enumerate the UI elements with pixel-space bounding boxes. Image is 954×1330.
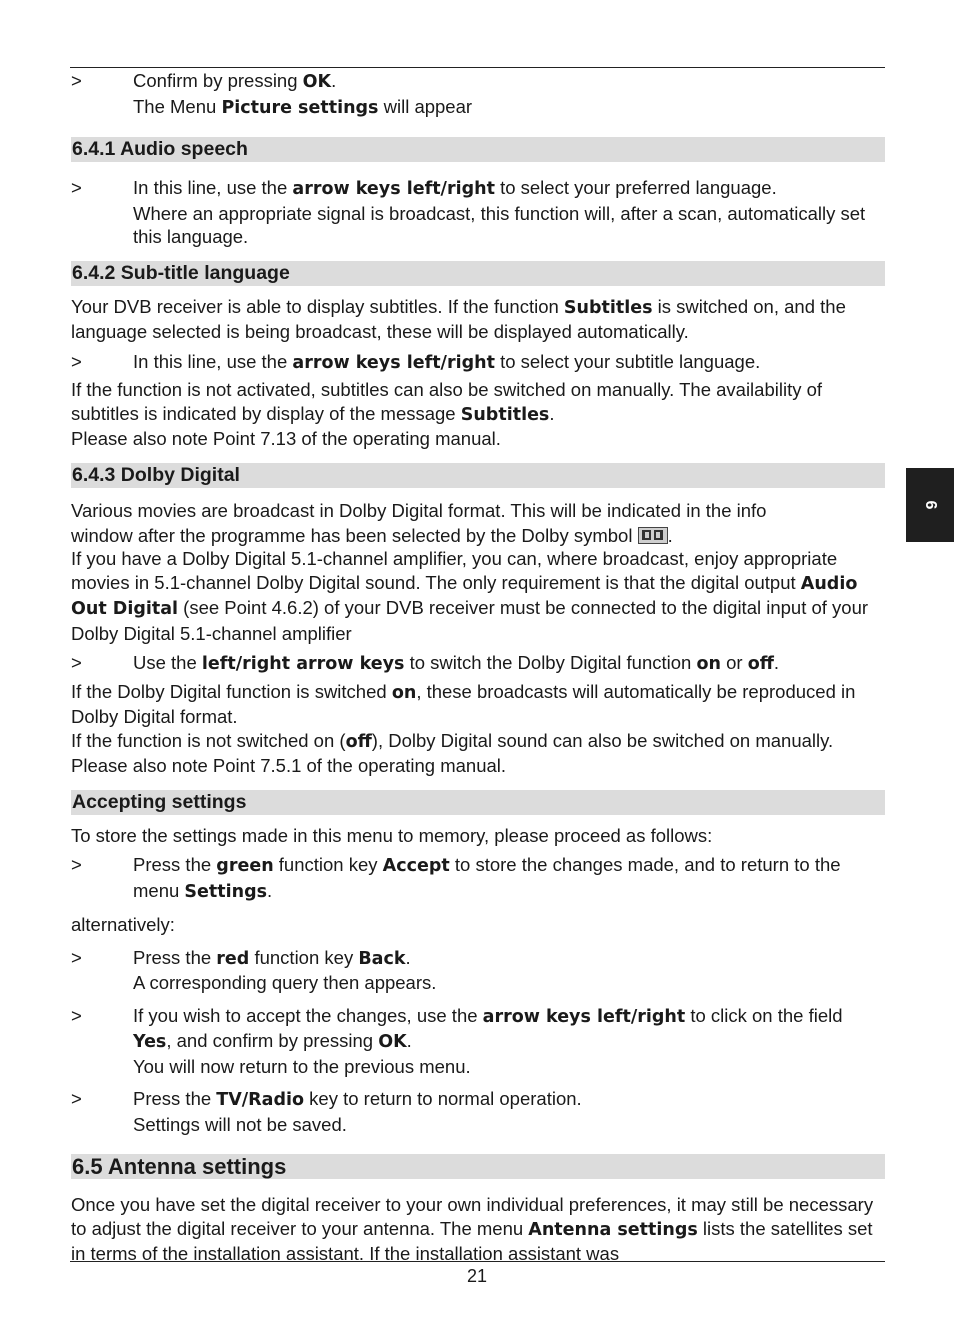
bullet-marker: >	[71, 70, 82, 91]
paragraph-subtitles-intro: Your DVB receiver is able to display subtitles. If the function Subtitles is switched on, and the language selected is being broadcast, these will be displayed automatically.	[71, 295, 846, 342]
section-heading-antenna-settings: 6.5 Antenna settings	[71, 1154, 885, 1179]
bullet-dolby-switch: > Use the left/right arrow keys to switch the Dolby Digital function on or off.	[71, 651, 885, 677]
bullet-confirm: > Confirm by pressing OK. The Menu Picture settings will appear	[71, 69, 885, 120]
section-heading-dolby-digital: 6.4.3 Dolby Digital	[71, 463, 885, 488]
bullet-accept-yes: > If you wish to accept the changes, use the arrow keys left/right to click on the field Yes, and confirm by pressing OK. You will now return to the previous menu.	[71, 1004, 843, 1077]
dolby-symbol-icon	[638, 527, 668, 544]
paragraph-antenna-intro: Once you have set the digital receiver to your own individual preferences, it may still be necessary to adjust the digital receiver to your antenna. The menu Antenna settings lists the satellites set in terms of the installation assistant. If the installation assistant was	[71, 1194, 874, 1264]
bullet-audio-language: > In this line, use the arrow keys left/right to select your preferred language. Where an appropriate signal is broadcast, this function will, after a scan, automatically set this language.	[71, 177, 866, 247]
section-heading-subtitle-language: 6.4.2 Sub-title language	[71, 261, 885, 286]
page-number: 21	[466, 1266, 488, 1286]
bullet-subtitle-language: > In this line, use the arrow keys left/right to select your subtitle language.	[71, 350, 885, 376]
bullet-marker: >	[71, 1088, 82, 1109]
paragraph-dolby-on-off: If the Dolby Digital function is switched on, these broadcasts will automatically be reproduced in Dolby Digital format. If the function is not switched on (off), Dolby Digital sound can also be switched on manually. Please also note Point 7.5.1 of the operating manual.	[71, 680, 856, 776]
bullet-accept-green: > Press the green function key Accept to store the changes made, and to return to the menu Settings.	[71, 853, 885, 904]
bullet-tv-radio: > Press the TV/Radio key to return to normal operation. Settings will not be saved.	[71, 1088, 582, 1135]
bullet-marker: >	[71, 946, 82, 968]
bullet-marker: >	[71, 652, 82, 673]
bullet-marker: >	[71, 350, 82, 372]
bullet-marker: >	[71, 854, 82, 875]
bullet-marker: >	[71, 1004, 82, 1026]
section-heading-audio-speech: 6.4.1 Audio speech	[71, 137, 885, 162]
section-heading-accepting-settings: Accepting settings	[71, 790, 885, 815]
chapter-tab	[906, 468, 954, 542]
paragraph-dolby-intro: Various movies are broadcast in Dolby Digital format. This will be indicated in the info	[71, 499, 767, 521]
paragraph-alternatively: alternatively:	[71, 914, 175, 935]
bullet-marker: >	[71, 177, 82, 198]
bullet-back-red: > Press the red function key Back. A corresponding query then appears.	[71, 946, 437, 993]
paragraph-subtitles-manual: If the function is not activated, subtitles can also be switched on manually. The availability of subtitles is indicated by display of the message Subtitles. Please also note Point 7.13 of the operating manual.	[71, 379, 823, 449]
paragraph-accepting-intro: To store the settings made in this menu to memory, please proceed as follows:	[71, 824, 713, 846]
paragraph-dolby-symbol: window after the programme has been selected by the Dolby symbol . If you have a Dolby Digital 5.1-channel amplifier, you can, where broadcast, enjoy appropriate movies in 5.1-channel Dolby Digital sound. The only requirement is that the digital output Audio Out Digital (see Point 4.6.2) of your DVB receiver must be connected to the digital input of your Dolby Digital 5.1-channel amplifier	[71, 524, 869, 644]
chapter-tab-label: 6	[921, 500, 939, 510]
page-content	[71, 67, 885, 1266]
bottom-rule	[70, 1261, 885, 1262]
